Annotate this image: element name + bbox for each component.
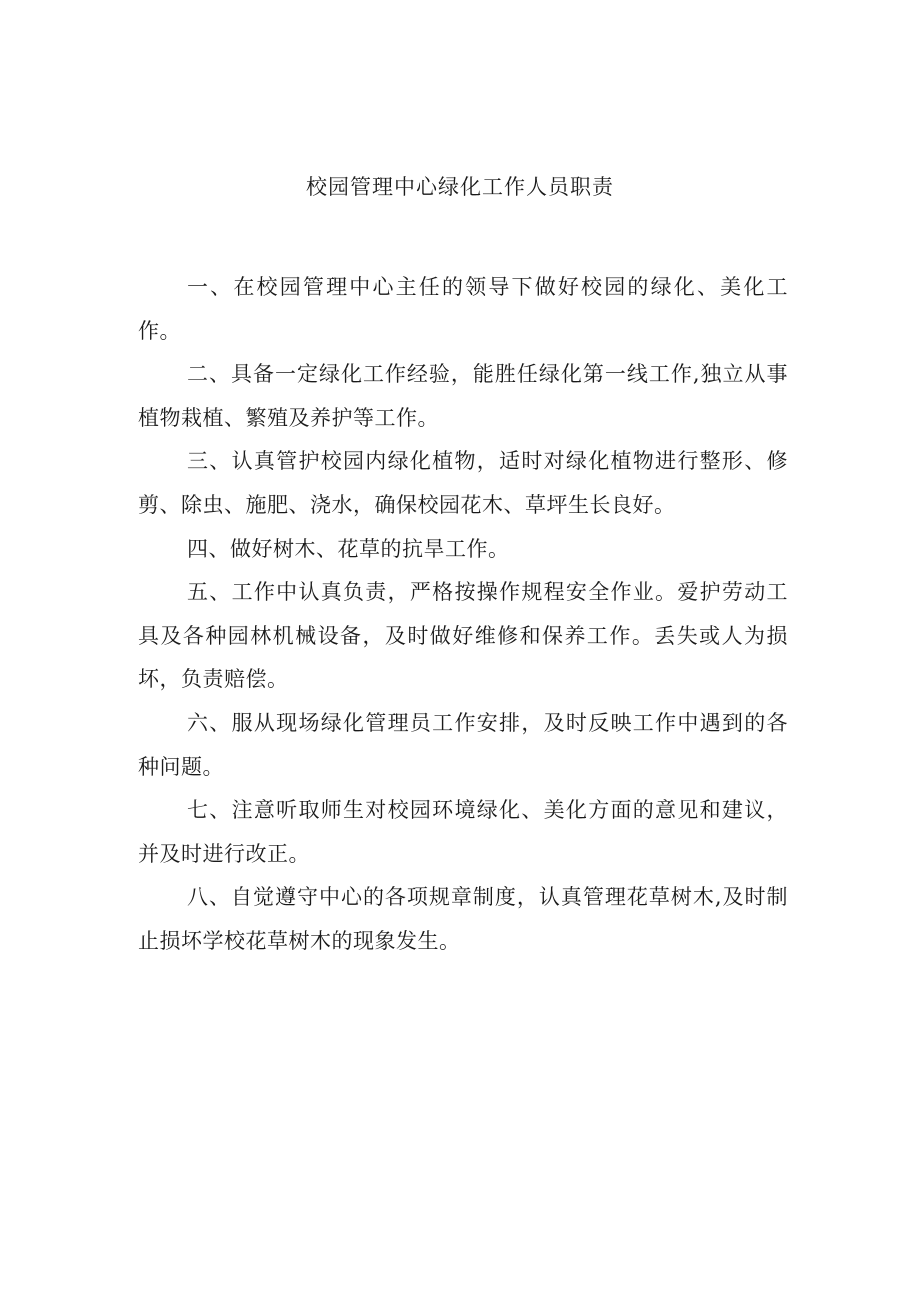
duty-paragraph-7: 七、注意听取师生对校园环境绿化、美化方面的意见和建议，并及时进行改正。: [138, 798, 788, 866]
duty-paragraph-6: 六、服从现场绿化管理员工作安排，及时反映工作中遇到的各种问题。: [138, 710, 788, 779]
duty-paragraph-1: 一、在校园管理中心主任的领导下做好校园的绿化、美化工作。: [138, 275, 788, 343]
duty-paragraph-4: 四、做好树木、花草的抗旱工作。: [187, 536, 510, 561]
duty-paragraph-2: 二、具备一定绿化工作经验，能胜任绿化第一线工作,独立从事植物栽植、繁殖及养护等工作。: [138, 362, 788, 430]
document-title: 校园管理中心绿化工作人员职责: [306, 175, 614, 199]
document-body: [138, 266, 788, 964]
duty-paragraph-8: 八、自觉遵守中心的各项规章制度，认真管理花草树木,及时制止损坏学校花草树木的现象发生。: [138, 885, 788, 953]
duty-paragraph-3: 三、认真管护校园内绿化植物，适时对绿化植物进行整形、修剪、除虫、施肥、浇水，确保校园花木、草坪生长良好。: [138, 449, 788, 517]
duty-paragraph-5: 五、工作中认真负责，严格按操作规程安全作业。爱护劳动工具及各种园林机械设备，及时做好维修和保养工作。丢失或人为损坏，负责赔偿。: [138, 580, 788, 692]
